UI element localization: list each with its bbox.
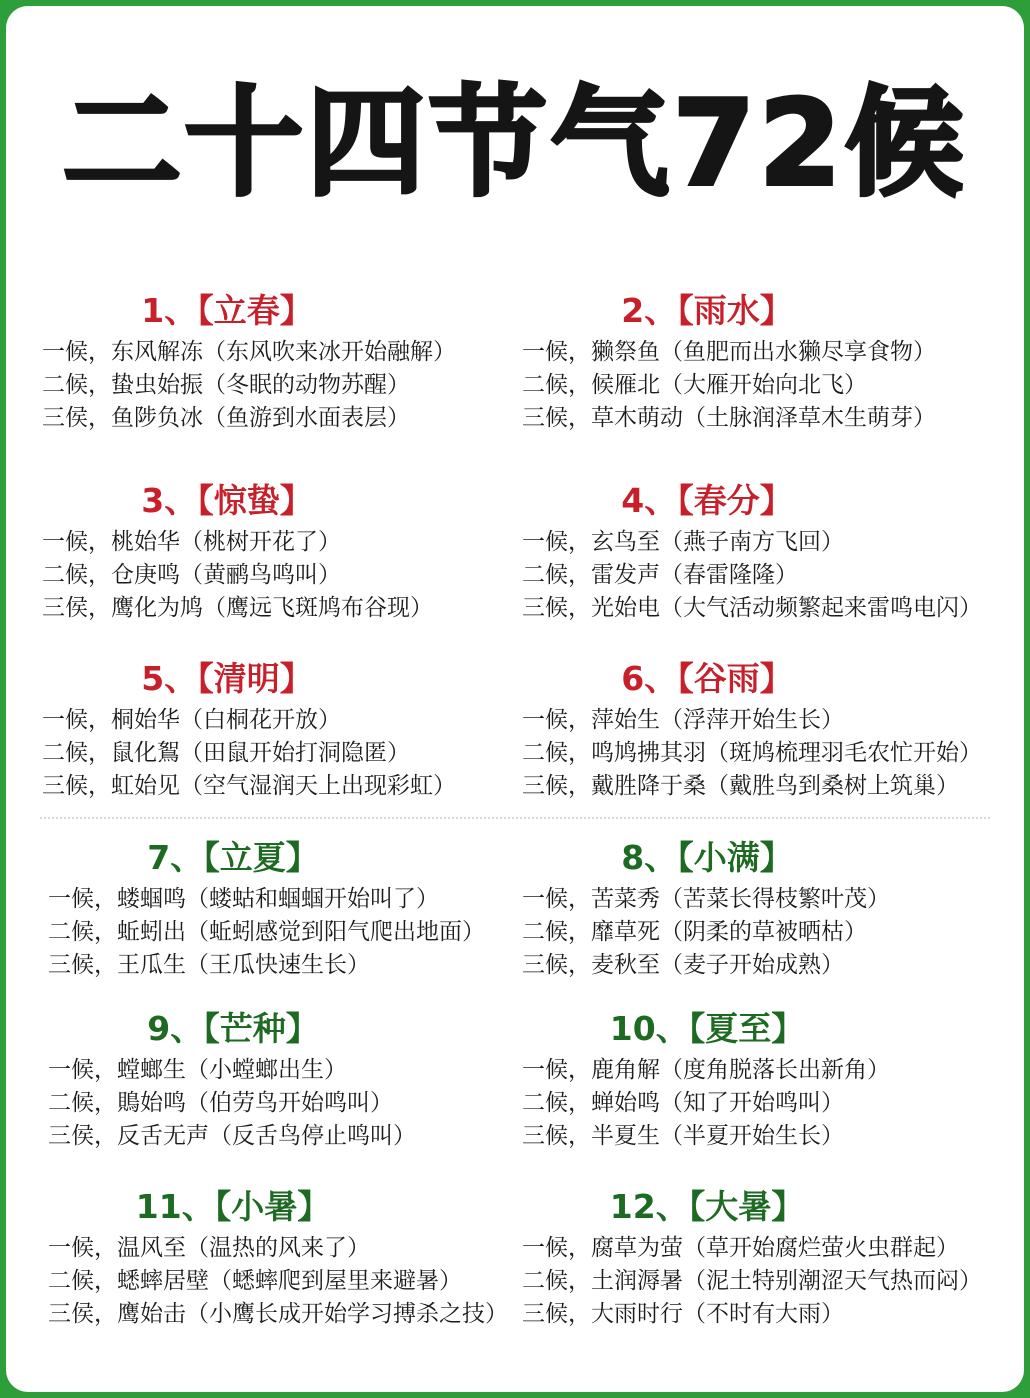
hou-line: 二候，鼠化鴽（田鼠开始打洞隐匿） bbox=[42, 740, 410, 766]
hou-line: 三候，草木萌动（土脉润泽草木生萌芽） bbox=[522, 405, 936, 431]
hou-line: 三候，王瓜生（王瓜快速生长） bbox=[48, 952, 370, 978]
hou-line: 二候，蛰虫始振（冬眠的动物苏醒） bbox=[42, 372, 410, 398]
hou-line: 二候，候雁北（大雁开始向北飞） bbox=[522, 372, 867, 398]
term-block-3 bbox=[42, 476, 522, 625]
hou-line: 一候，玄鸟至（燕子南方飞回） bbox=[522, 529, 844, 555]
term-block-6 bbox=[522, 654, 1002, 803]
hou-line: 三候，光始电（大气活动频繁起来雷鸣电闪） bbox=[522, 595, 982, 621]
term-heading: 1、【立春】 bbox=[141, 291, 313, 330]
term-heading: 6、【谷雨】 bbox=[621, 659, 793, 698]
hou-line: 二候，蟋蟀居壁（蟋蟀爬到屋里来避暑） bbox=[48, 1268, 462, 1294]
hou-line: 三侯，反舌无声（反舌鸟停止鸣叫） bbox=[48, 1123, 416, 1149]
term-heading: 7、【立夏】 bbox=[147, 838, 319, 877]
hou-line: 二候，土润溽暑（泥土特别潮涩天气热而闷） bbox=[522, 1268, 982, 1294]
hou-line: 一候，鹿角解（度角脱落长出新角） bbox=[522, 1057, 890, 1083]
hou-line: 一候，萍始生（浮萍开始生长） bbox=[522, 707, 844, 733]
hou-line: 二候，蝉始鸣（知了开始鸣叫） bbox=[522, 1090, 844, 1116]
hou-line: 三候，虹始见（空气湿润天上出现彩虹） bbox=[42, 773, 456, 799]
term-heading: 3、【惊蛰】 bbox=[141, 481, 313, 520]
hou-line: 三候，麦秋至（麦子开始成熟） bbox=[522, 952, 844, 978]
hou-line: 二候，鸣鸠拂其羽（斑鸠梳理羽毛农忙开始） bbox=[522, 740, 982, 766]
term-block-10 bbox=[522, 1004, 1002, 1153]
term-block-9 bbox=[48, 1004, 528, 1153]
hou-line: 三候，戴胜降于桑（戴胜鸟到桑树上筑巢） bbox=[522, 773, 959, 799]
term-block-1 bbox=[42, 286, 522, 435]
term-block-11 bbox=[48, 1182, 528, 1331]
term-block-2 bbox=[522, 286, 1002, 435]
hou-line: 一候，温风至（温热的风来了） bbox=[48, 1235, 370, 1261]
hou-line: 三侯，鹰化为鸠（鹰远飞斑鸠布谷现） bbox=[42, 595, 433, 621]
term-block-7 bbox=[48, 833, 528, 982]
hou-line: 三侯，鱼陟负冰（鱼游到水面表层） bbox=[42, 405, 410, 431]
term-heading: 12、【大暑】 bbox=[609, 1187, 805, 1226]
hou-line: 一候，獭祭鱼（鱼肥而出水獭尽享食物） bbox=[522, 339, 936, 365]
hou-line: 一候，东风解冻（东风吹来冰开始融解） bbox=[42, 339, 456, 365]
term-heading: 9、【芒种】 bbox=[147, 1009, 319, 1048]
term-heading: 10、【夏至】 bbox=[609, 1009, 805, 1048]
term-block-12 bbox=[522, 1182, 1002, 1331]
hou-line: 三候，大雨时行（不时有大雨） bbox=[522, 1301, 844, 1327]
hou-line: 二候，蚯蚓出（蚯蚓感觉到阳气爬出地面） bbox=[48, 919, 485, 945]
hou-line: 三侯，鹰始击（小鹰长成开始学习搏杀之技） bbox=[48, 1301, 508, 1327]
term-heading: 4、【春分】 bbox=[621, 481, 793, 520]
hou-line: 一候，桐始华（白桐花开放） bbox=[42, 707, 341, 733]
term-block-8 bbox=[522, 833, 1002, 982]
hou-line: 一候，苦菜秀（苦菜长得枝繁叶茂） bbox=[522, 886, 890, 912]
hou-line: 一候，蝼蝈鸣（蝼蛄和蝈蝈开始叫了） bbox=[48, 886, 439, 912]
term-block-5 bbox=[42, 654, 522, 803]
hou-line: 一候，腐草为萤（草开始腐烂萤火虫群起） bbox=[522, 1235, 959, 1261]
hou-line: 二候，雷发声（春雷隆隆） bbox=[522, 562, 798, 588]
hou-line: 一候，桃始华（桃树开花了） bbox=[42, 529, 341, 555]
hou-line: 二候，鵙始鸣（伯劳鸟开始鸣叫） bbox=[48, 1090, 393, 1116]
term-block-4 bbox=[522, 476, 1002, 625]
term-heading: 8、【小满】 bbox=[621, 838, 793, 877]
hou-line: 二候，仓庚鸣（黄鹂鸟鸣叫） bbox=[42, 562, 341, 588]
page-title: 二十四节气72候 bbox=[62, 74, 968, 212]
hou-line: 一候，螳螂生（小螳螂出生） bbox=[48, 1057, 347, 1083]
term-heading: 2、【雨水】 bbox=[621, 291, 793, 330]
hou-line: 二候，靡草死（阴柔的草被晒枯） bbox=[522, 919, 867, 945]
hou-line: 三候，半夏生（半夏开始生长） bbox=[522, 1123, 844, 1149]
term-heading: 11、【小暑】 bbox=[135, 1187, 331, 1226]
season-divider bbox=[40, 817, 990, 819]
term-heading: 5、【清明】 bbox=[141, 659, 313, 698]
